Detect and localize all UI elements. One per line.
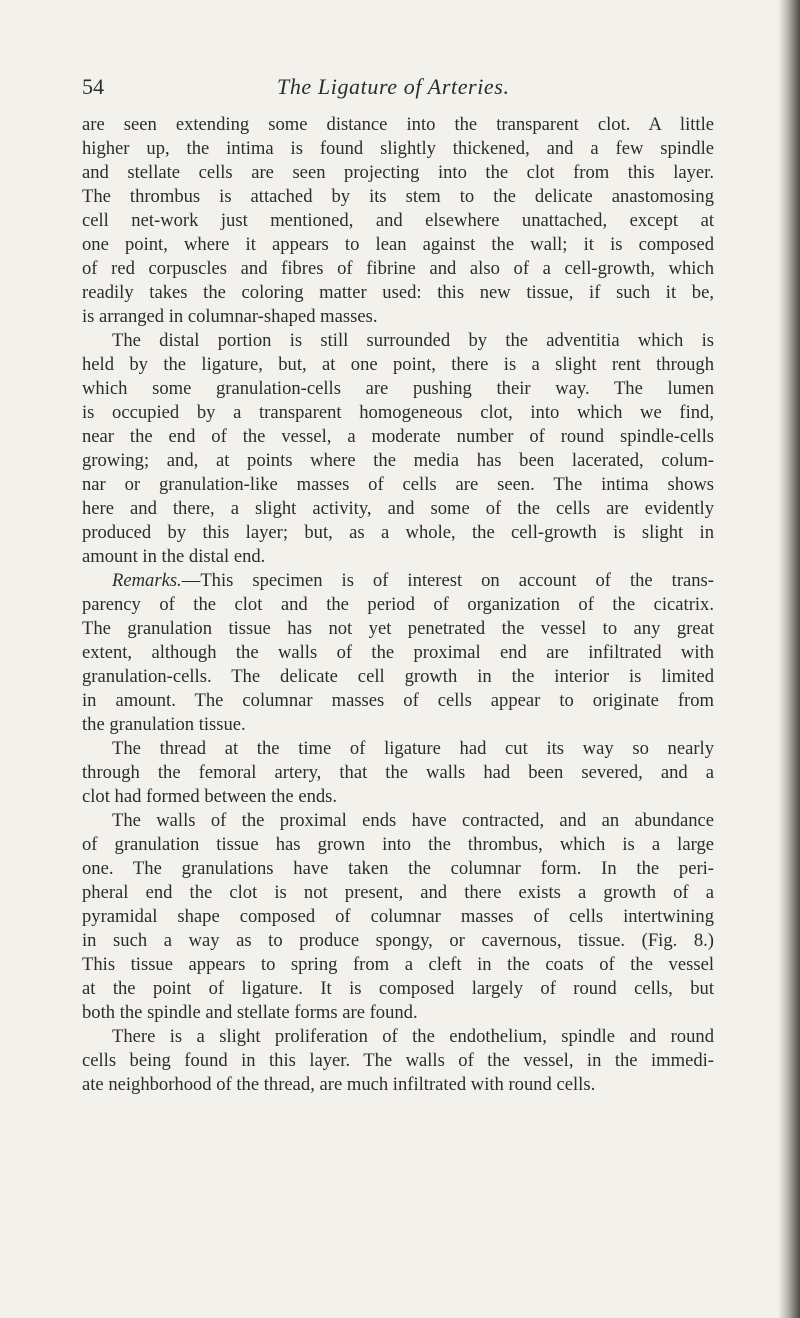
- text-line: clot had formed between the ends.: [82, 786, 338, 807]
- running-title: The Ligature of Arteries.: [277, 74, 510, 99]
- text-line: of red corpuscles and fibres of fibrine and also of a cell-growth, which: [82, 258, 714, 279]
- text-line: at the point of ligature. It is composed largely of round cells, but: [82, 978, 714, 999]
- text-line: are seen extending some distance into the transparent clot. A little: [82, 114, 714, 135]
- text-line: produced by this layer; but, as a whole, the cell-growth is slight in: [82, 522, 714, 543]
- paragraph: [82, 1025, 714, 1097]
- remarks-label: Remarks.: [112, 570, 182, 591]
- paragraph-remarks: [82, 569, 714, 737]
- text-line: held by the ligature, but, at one point, there is a slight rent through: [82, 354, 714, 375]
- text-line: nar or granulation-like masses of cells are seen. The intima shows: [82, 474, 714, 495]
- text-fragment: —This specimen is of interest on account of the trans-: [181, 570, 714, 591]
- text-line: ate neighborhood of the thread, are much infiltrated with round cells.: [82, 1074, 596, 1095]
- text-line: one. The granulations have taken the columnar form. In the peri-: [82, 858, 714, 879]
- text-line: cells being found in this layer. The walls of the vessel, in the immedi-: [82, 1050, 714, 1071]
- text-line: both the spindle and stellate forms are found.: [82, 1002, 418, 1023]
- body-text: [82, 113, 714, 1097]
- text-line: The granulation tissue has not yet penetrated the vessel to any great: [82, 618, 714, 639]
- text-line: extent, although the walls of the proximal end are infiltrated with: [82, 642, 714, 663]
- text-line: higher up, the intima is found slightly thickened, and a few spindle: [82, 138, 714, 159]
- text-line: This tissue appears to spring from a cleft in the coats of the vessel: [82, 954, 714, 975]
- text-line: is arranged in columnar-shaped masses.: [82, 306, 378, 327]
- page-edge-shadow: [778, 0, 800, 1318]
- text-line: cell net-work just mentioned, and elsewhere unattached, except at: [82, 210, 714, 231]
- text-line: growing; and, at points where the media has been lacerated, colum-: [82, 450, 714, 471]
- text-line: near the end of the vessel, a moderate number of round spindle-cells: [82, 426, 714, 447]
- text-line: [82, 569, 714, 593]
- page-header: [82, 72, 722, 104]
- text-line: granulation-cells. The delicate cell growth in the interior is limited: [82, 666, 714, 687]
- text-line: pheral end the clot is not present, and there exists a growth of a: [82, 882, 714, 903]
- text-line: The walls of the proximal ends have contracted, and an abundance: [112, 810, 714, 831]
- text-line: There is a slight proliferation of the endothelium, spindle and round: [112, 1026, 714, 1047]
- text-line: in such a way as to produce spongy, or cavernous, tissue. (Fig. 8.): [82, 930, 714, 951]
- text-line: parency of the clot and the period of organization of the cicatrix.: [82, 594, 714, 615]
- text-line: The thrombus is attached by its stem to the delicate anastomosing: [82, 186, 714, 207]
- paragraph: [82, 329, 714, 569]
- text-line: amount in the distal end.: [82, 546, 266, 567]
- text-line: The distal portion is still surrounded by the adventitia which is: [112, 330, 714, 351]
- text-line: of granulation tissue has grown into the thrombus, which is a large: [82, 834, 714, 855]
- text-line: the granulation tissue.: [82, 714, 246, 735]
- text-line: readily takes the coloring matter used: this new tissue, if such it be,: [82, 282, 714, 303]
- paragraph: [82, 737, 714, 809]
- paragraph: [82, 113, 714, 329]
- text-line: in amount. The columnar masses of cells appear to originate from: [82, 690, 714, 711]
- text-line: is occupied by a transparent homogeneous clot, into which we find,: [82, 402, 714, 423]
- text-line: through the femoral artery, that the walls had been severed, and a: [82, 762, 714, 783]
- text-line: and stellate cells are seen projecting into the clot from this layer.: [82, 162, 714, 183]
- text-line: pyramidal shape composed of columnar masses of cells intertwining: [82, 906, 714, 927]
- paragraph: [82, 809, 714, 1025]
- text-line: one point, where it appears to lean against the wall; it is composed: [82, 234, 714, 255]
- text-line: The thread at the time of ligature had cut its way so nearly: [112, 738, 714, 759]
- text-line: here and there, a slight activity, and some of the cells are evidently: [82, 498, 714, 519]
- text-line: which some granulation-cells are pushing their way. The lumen: [82, 378, 714, 399]
- page-number: 54: [82, 74, 104, 99]
